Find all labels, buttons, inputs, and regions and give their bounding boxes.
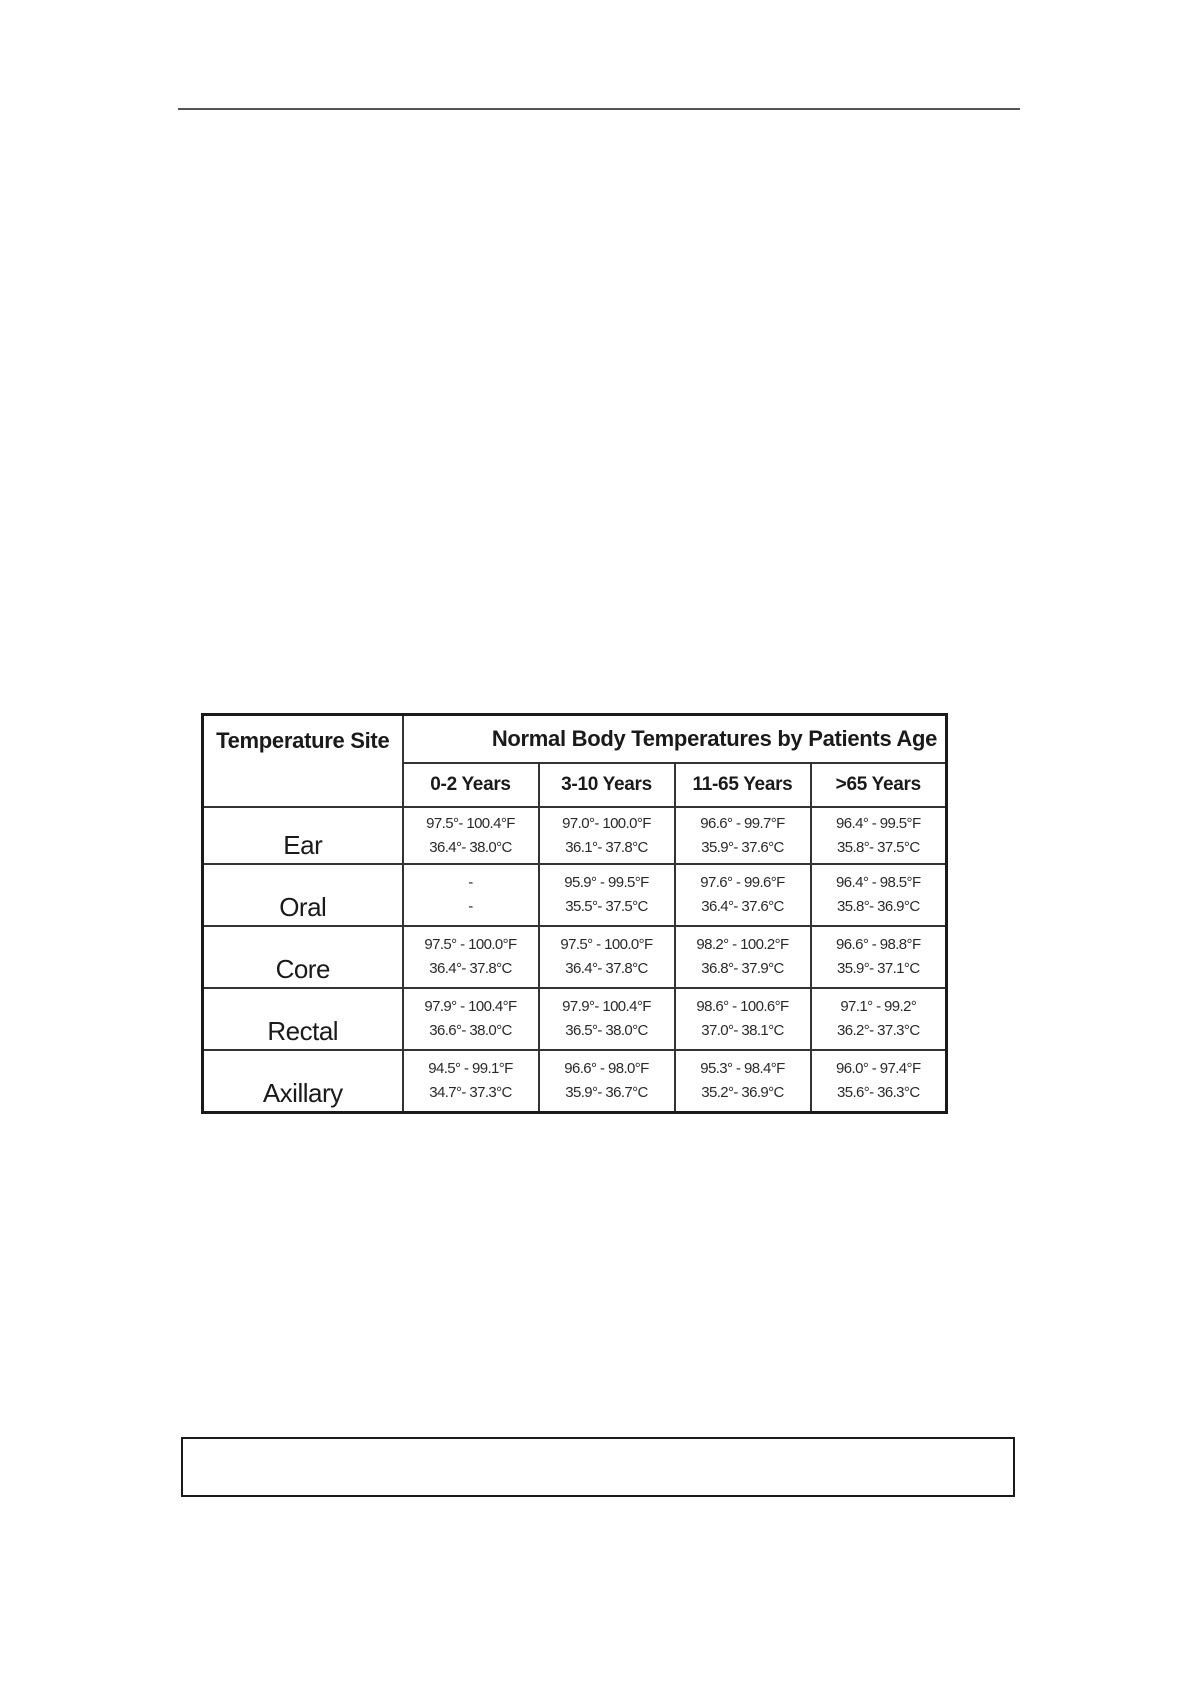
temp-range-cell (539, 807, 675, 864)
age-group-title: Normal Body Temperatures by Patients Age (403, 715, 947, 764)
temp-range-cell (403, 864, 539, 926)
site-label: Axillary (203, 1050, 403, 1112)
celsius-range: 36.4°- 37.6°C (701, 898, 784, 915)
fahrenheit-range: 97.5° - 100.0°F (560, 936, 653, 953)
temp-range-cell (539, 1050, 675, 1112)
normal-body-temperature-table (201, 713, 948, 1114)
temp-range-cell (403, 926, 539, 988)
temp-range-cell (403, 807, 539, 864)
empty-note-box (181, 1437, 1015, 1497)
temp-range-cell (811, 988, 947, 1050)
celsius-range: 35.9°- 37.1°C (836, 960, 920, 977)
fahrenheit-range: 96.4° - 98.5°F (836, 874, 921, 891)
celsius-range: 35.2°- 36.9°C (701, 1083, 784, 1101)
celsius-range: 35.6°- 36.3°C (836, 1083, 920, 1101)
table-header-row (203, 715, 947, 764)
table-row-axillary (203, 1050, 947, 1112)
age-header-over-65: >65 Years (811, 763, 947, 807)
fahrenheit-range: - (468, 874, 473, 891)
fahrenheit-range: 98.2° - 100.2°F (696, 936, 789, 953)
fahrenheit-range: 96.4° - 99.5°F (836, 814, 921, 832)
celsius-range: 36.4°- 38.0°C (429, 838, 512, 856)
table-row-rectal (203, 988, 947, 1050)
header-rule (178, 108, 1020, 110)
celsius-range: 36.4°- 37.8°C (565, 960, 648, 977)
fahrenheit-range: 96.0° - 97.4°F (836, 1059, 921, 1077)
celsius-range: 36.2°- 37.3°C (836, 1022, 920, 1039)
fahrenheit-range: 96.6° - 99.7°F (700, 814, 785, 832)
temp-range-cell (811, 1050, 947, 1112)
table-row-oral (203, 864, 947, 926)
site-label: Core (203, 926, 403, 988)
temp-range-cell (675, 926, 811, 988)
fahrenheit-range: 96.6° - 98.0°F (564, 1059, 649, 1077)
site-label: Oral (203, 864, 403, 926)
celsius-range: 35.8°- 37.5°C (836, 838, 920, 856)
age-header-3-10: 3-10 Years (539, 763, 675, 807)
celsius-range: 36.6°- 38.0°C (429, 1022, 512, 1039)
celsius-range: 34.7°- 37.3°C (429, 1083, 512, 1101)
celsius-range: 36.1°- 37.8°C (565, 838, 648, 856)
fahrenheit-range: 95.3° - 98.4°F (700, 1059, 785, 1077)
fahrenheit-range: 98.6° - 100.6°F (696, 998, 789, 1015)
site-label: Ear (203, 807, 403, 864)
fahrenheit-range: 97.1° - 99.2° (840, 998, 917, 1015)
temp-range-cell (675, 864, 811, 926)
temp-range-cell (403, 1050, 539, 1112)
temp-range-cell (811, 864, 947, 926)
temperature-site-header: Temperature Site (203, 715, 403, 808)
celsius-range: 37.0°- 38.1°C (701, 1022, 784, 1039)
temp-range-cell (675, 988, 811, 1050)
temp-range-cell (675, 1050, 811, 1112)
age-header-0-2: 0-2 Years (403, 763, 539, 807)
fahrenheit-range: 96.6° - 98.8°F (836, 936, 921, 953)
celsius-range: 36.4°- 37.8°C (429, 960, 512, 977)
age-header-11-65: 11-65 Years (675, 763, 811, 807)
celsius-range: 35.8°- 36.9°C (836, 898, 920, 915)
site-label: Rectal (203, 988, 403, 1050)
fahrenheit-range: 97.5° - 100.0°F (424, 936, 517, 953)
celsius-range: 35.9°- 36.7°C (565, 1083, 648, 1101)
table-row-ear (203, 807, 947, 864)
celsius-range: - (468, 898, 473, 915)
temp-range-cell (811, 926, 947, 988)
fahrenheit-range: 97.9° - 100.4°F (424, 998, 517, 1015)
fahrenheit-range: 97.9°- 100.4°F (562, 998, 651, 1015)
fahrenheit-range: 97.5°- 100.4°F (426, 814, 515, 832)
fahrenheit-range: 94.5° - 99.1°F (428, 1059, 513, 1077)
fahrenheit-range: 95.9° - 99.5°F (564, 874, 649, 891)
temp-range-cell (403, 988, 539, 1050)
fahrenheit-range: 97.0°- 100.0°F (562, 814, 651, 832)
celsius-range: 35.9°- 37.6°C (701, 838, 784, 856)
temp-range-cell (675, 807, 811, 864)
temp-range-cell (539, 864, 675, 926)
celsius-range: 36.5°- 38.0°C (565, 1022, 648, 1039)
table-row-core (203, 926, 947, 988)
celsius-range: 35.5°- 37.5°C (565, 898, 648, 915)
celsius-range: 36.8°- 37.9°C (701, 960, 784, 977)
temp-range-cell (539, 988, 675, 1050)
temp-range-cell (811, 807, 947, 864)
fahrenheit-range: 97.6° - 99.6°F (700, 874, 785, 891)
temp-range-cell (539, 926, 675, 988)
